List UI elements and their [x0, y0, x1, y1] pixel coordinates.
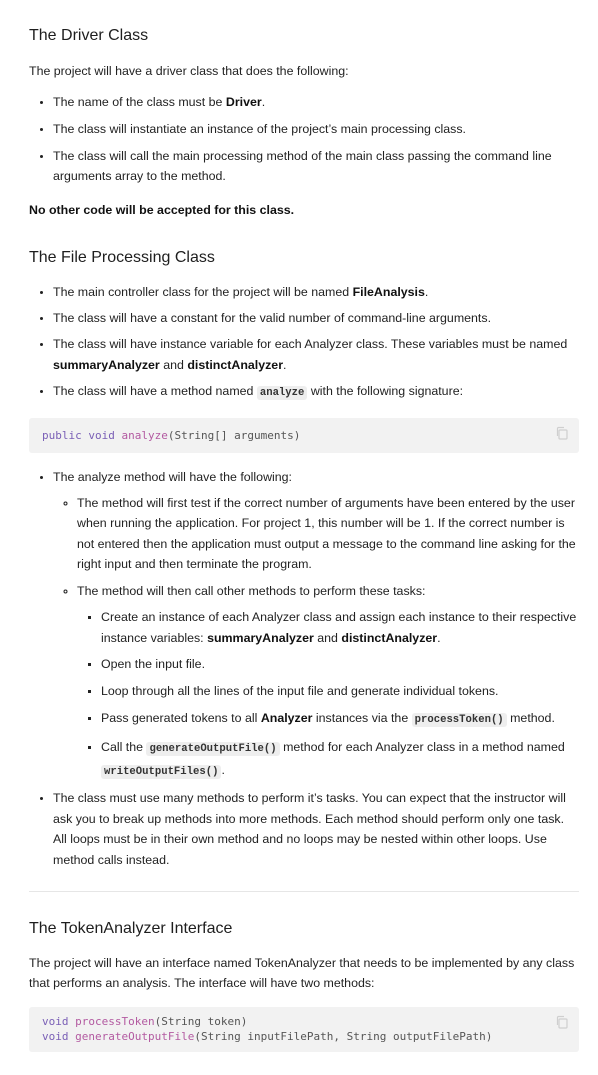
- list-item: • The class must use many methods to perform it’s tasks. You can expect that the instructor will ask you to break up methods into more methods. Each method should perform only one task. All loops must be in their own method and no loops may be nested within other loops. Use method calls instead.: [53, 788, 579, 870]
- list-item: • The analyze method will have the following: ◦ The method will first test if the correct number of arguments have been entered by the user when running the application. For project 1, this number will be 1. If the correct number is not entered then the application must output a message to the command line asking for the right input and then terminate the program. ◦ The method will then call other methods to perform these tasks: ▪ Create an instance of each Analyzer class and assign each instance to their respective instance variables: summaryAnalyzer and distinctAnalyzer. ▪ Open the input file. ▪ Loop through all the lines of the input file and generate individual tokens. ▪ Pass generated tokens to all Analyzer instances via the processToken() method. ▪ Call the generateOutputFile() method for each Analyzer class in a method named writeOutputFiles() .: [53, 467, 579, 782]
- list-item: • The class will have a constant for the valid number of command-line arguments.: [53, 308, 579, 328]
- code-line: public void analyze(String[] arguments): [42, 428, 301, 442]
- list-item: ▪ Pass generated tokens to all Analyzer instances via the processToken() method.: [101, 708, 579, 730]
- list-item: ▪ Call the generateOutputFile() method for each Analyzer class in a method named writeOutputFiles() .: [101, 737, 579, 782]
- driver-note: No other code will be accepted for this class.: [29, 202, 295, 217]
- process-token-inline-code: processToken(): [412, 713, 507, 727]
- copy-icon[interactable]: [555, 426, 569, 440]
- analyze-code-block: [29, 418, 579, 453]
- list-item: ◦ The method will then call other methods to perform these tasks: ▪ Create an instance of each Analyzer class and assign each instance to their respective instance variables: summaryAnalyzer and distinctAnalyzer. ▪ Open the input file. ▪ Loop through all the lines of the input file and generate individual tokens. ▪ Pass generated tokens to all Analyzer instances via the processToken() method. ▪ Call the generateOutputFile() method for each Analyzer class in a method named writeOutputFiles() .: [77, 581, 579, 782]
- token-heading: The TokenAnalyzer Interface: [29, 920, 233, 938]
- section-divider: [29, 891, 579, 892]
- interface-code-block: [29, 1007, 579, 1052]
- analyze-sublist: [53, 493, 579, 782]
- list-item: • The class will instantiate an instance of the project’s main processing class.: [53, 119, 579, 139]
- fileproc-list: [29, 282, 579, 404]
- fileproc-heading: The File Processing Class: [29, 248, 215, 266]
- token-intro: The project will have an interface named TokenAnalyzer that needs to be implemented by any class that performs an analysis. The interface will have two methods:: [29, 956, 575, 991]
- code-line: void generateOutputFile(String inputFilePath, String outputFilePath): [42, 1030, 493, 1044]
- driver-intro: The project will have a driver class that does the following:: [29, 64, 349, 78]
- analyze-list: [29, 467, 579, 870]
- list-item: • The class will have instance variable for each Analyzer class. These variables must be named summaryAnalyzer and distinctAnalyzer.: [53, 334, 579, 375]
- list-item: ▪ Loop through all the lines of the input file and generate individual tokens.: [101, 681, 579, 701]
- list-item: • The class will call the main processing method of the main class passing the command line arguments array to the method.: [53, 146, 579, 187]
- driver-class-name: Driver: [225, 95, 262, 109]
- list-item: ◦ The method will first test if the correct number of arguments have been entered by the user when running the application. For project 1, this number will be 1. If the correct number is not entered then the application must output a message to the command line asking for the right input and then terminate the program.: [77, 493, 579, 575]
- list-item: ▪ Create an instance of each Analyzer class and assign each instance to their respective instance variables: summaryAnalyzer and distinctAnalyzer.: [101, 607, 579, 648]
- generate-output-inline-code: generateOutputFile(): [146, 742, 279, 756]
- analyze-inline-code: analyze: [257, 386, 308, 400]
- code-line: void processToken(String token): [42, 1015, 248, 1029]
- list-item: • The main controller class for the project will be named FileAnalysis.: [53, 282, 579, 302]
- list-item: • The class will have a method named analyze with the following signature:: [53, 381, 579, 403]
- list-item: ▪ Open the input file.: [101, 654, 579, 674]
- list-item: • The name of the class must be Driver.: [53, 92, 579, 112]
- task-list: [77, 607, 579, 782]
- write-output-inline-code: writeOutputFiles(): [101, 765, 221, 779]
- copy-icon[interactable]: [555, 1015, 569, 1029]
- driver-list: [29, 92, 579, 187]
- driver-heading: The Driver Class: [29, 27, 149, 44]
